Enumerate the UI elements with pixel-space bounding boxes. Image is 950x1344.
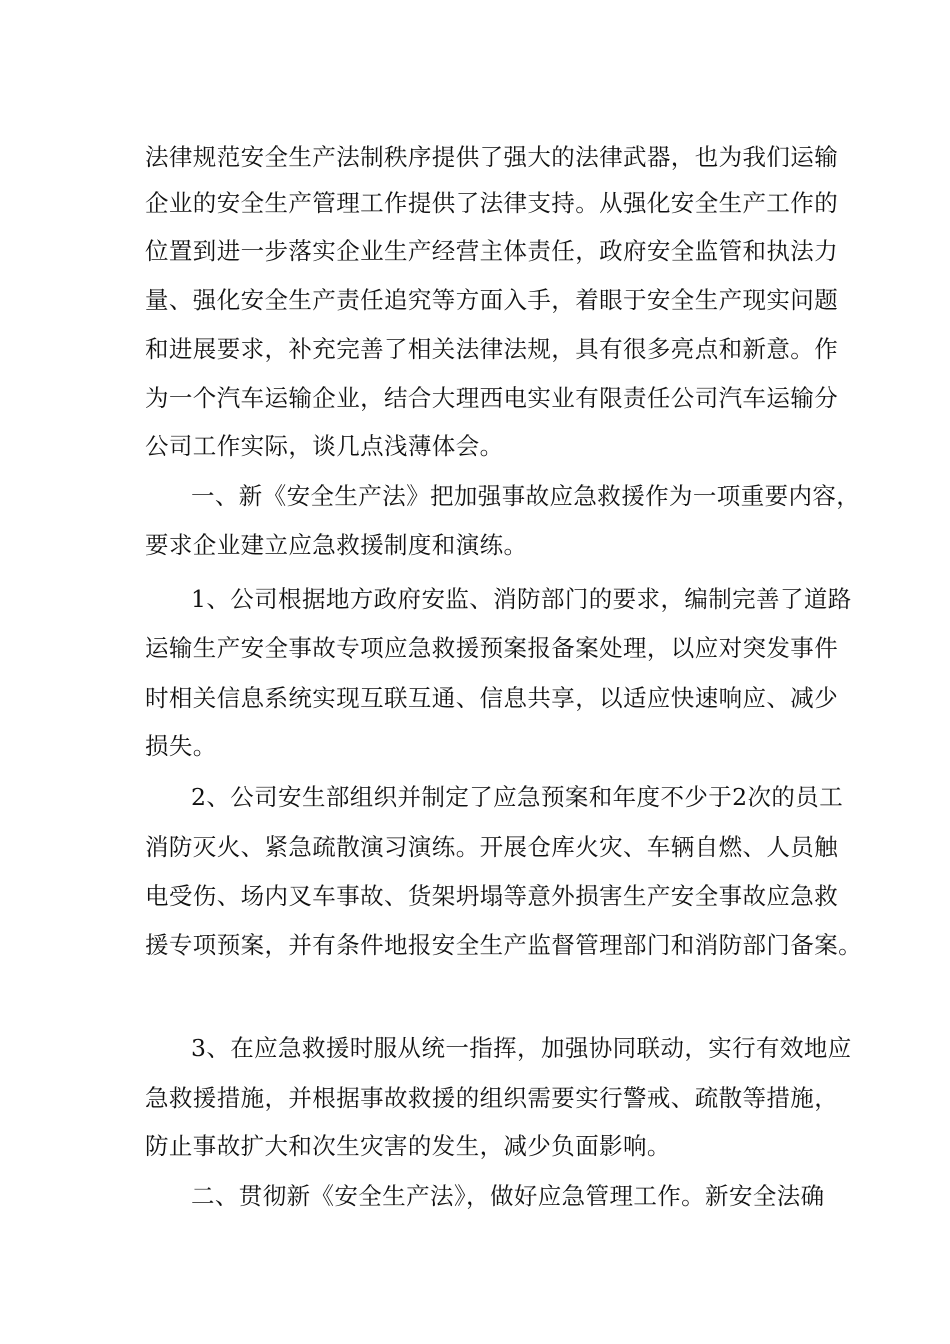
text-line: 公司工作实际，谈几点浅薄体会。: [145, 432, 504, 460]
text-line: 电受伤、场内叉车事故、货架坍塌等意外损害生产安全事故应急救: [145, 882, 839, 910]
text-line: 2、公司安生部组织并制定了应急预案和年度不少于2次的员工: [191, 783, 844, 811]
text-line: 防止事故扩大和次生灾害的发生，减少负面影响。: [145, 1132, 671, 1160]
text-line: 消防灭火、紧急疏散演习演练。开展仓库火灾、车辆自燃、人员触: [145, 833, 839, 861]
text-line: 量、强化安全生产责任追究等方面入手，着眼于安全生产现实问题: [145, 286, 839, 314]
text-line: 企业的安全生产管理工作提供了法律支持。从强化安全生产工作的: [145, 189, 839, 217]
text-line: 援专项预案，并有条件地报安全生产监督管理部门和消防部门备案。: [145, 931, 862, 959]
text-line: 3、在应急救援时服从统一指挥，加强协同联动，实行有效地应: [191, 1034, 852, 1062]
text-line: 和进展要求，补充完善了相关法律法规，具有很多亮点和新意。作: [145, 335, 839, 363]
text-line: 为一个汽车运输企业，结合大理西电实业有限责任公司汽车运输分: [145, 384, 839, 412]
text-line: 损失。: [145, 732, 217, 760]
text-line: 法律规范安全生产法制秩序提供了强大的法律武器，也为我们运输: [145, 143, 839, 171]
text-line: 时相关信息系统实现互联互通、信息共享，以适应快速响应、减少: [145, 684, 839, 712]
text-line: 1、公司根据地方政府安监、消防部门的要求，编制完善了道路: [191, 585, 852, 613]
text-line: 二、贯彻新《安全生产法》，做好应急管理工作。新安全法确: [191, 1182, 825, 1210]
text-line: 要求企业建立应急救援制度和演练。: [145, 531, 528, 559]
text-line: 位置到进一步落实企业生产经营主体责任，政府安全监管和执法力: [145, 237, 839, 265]
text-line: 一、新《安全生产法》把加强事故应急救援作为一项重要内容，: [191, 482, 861, 510]
text-line: 运输生产安全事故专项应急救援预案报备案处理，以应对突发事件: [145, 634, 839, 662]
text-line: 急救援措施，并根据事故救援的组织需要实行警戒、疏散等措施，: [145, 1084, 839, 1112]
